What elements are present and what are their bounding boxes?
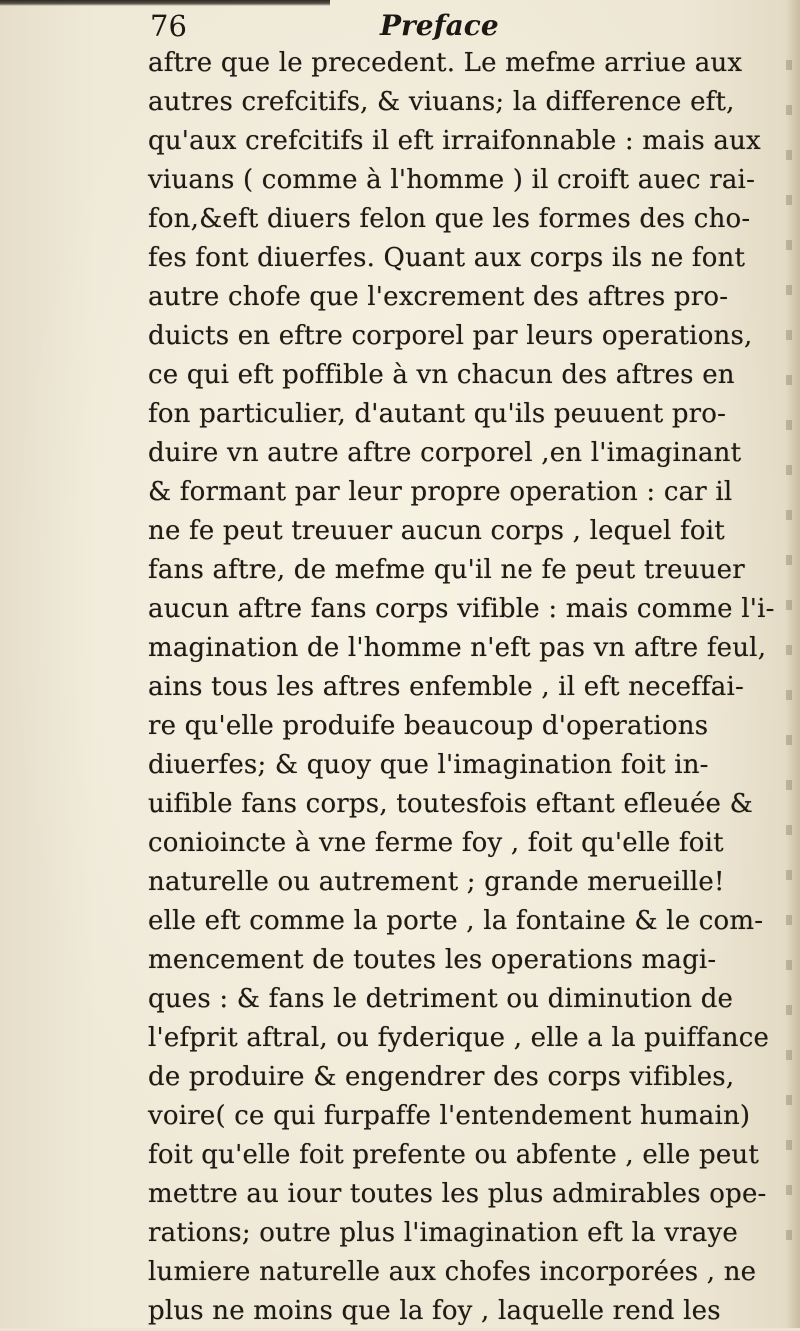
text-line: voire( ce qui furpaffe l'entendement humain) xyxy=(148,1101,751,1131)
text-line: magination de l'homme n'eft pas vn aftre feul, xyxy=(148,633,767,663)
text-line: fon particulier, d'autant qu'ils peuuent pro- xyxy=(148,399,727,429)
text-line: viuans ( comme à l'homme ) il croift auec rai- xyxy=(148,165,756,195)
text-line: foit qu'elle foit prefente ou abfente , elle peut xyxy=(148,1140,760,1170)
text-line: naturelle ou autrement ; grande merueille! xyxy=(148,867,725,897)
text-line: ques : & fans le detriment ou diminution de xyxy=(148,984,734,1014)
text-line: aucun aftre fans corps vifible : mais comme l'i- xyxy=(148,594,775,624)
text-line: duicts en eftre corporel par leurs operations, xyxy=(148,321,753,351)
text-line: autres crefcitifs, & viuans; la difference eft, xyxy=(148,87,735,117)
running-title: Preface xyxy=(380,9,499,42)
text-line: aftre que le precedent. Le mefme arriue aux xyxy=(148,48,743,78)
body-text xyxy=(148,44,788,1331)
text-line: uifible fans corps, toutesfois eftant efleuée & xyxy=(148,789,753,819)
text-line: diuerfes; & quoy que l'imagination foit in- xyxy=(148,750,709,780)
text-line: ce qui eft poffible à vn chacun des aftres en xyxy=(148,360,735,390)
text-line: duire vn autre aftre corporel ,en l'imaginant xyxy=(148,438,742,468)
text-line: ains tous les aftres enfemble , il eft neceffai- xyxy=(148,672,745,702)
page-number: 76 xyxy=(150,9,187,43)
text-line: & formant par leur propre operation : car il xyxy=(148,477,733,507)
text-line: elle eft comme la porte , la fontaine & le com- xyxy=(148,906,764,936)
text-line: conioincte à vne ferme foy , foit qu'elle foit xyxy=(148,828,724,858)
text-line: fes font diuerfes. Quant aux corps ils ne font xyxy=(148,243,746,273)
text-line: l'efprit aftral, ou fyderique , elle a la puiffance xyxy=(148,1023,770,1053)
text-line: rations; outre plus l'imagination eft la vraye xyxy=(148,1218,738,1248)
text-line: de produire & engendrer des corps vifibles, xyxy=(148,1062,735,1092)
text-line: re qu'elle produife beaucoup d'operations xyxy=(148,711,709,741)
text-line: mettre au iour toutes les plus admirables ope- xyxy=(148,1179,767,1209)
text-line: plus ne moins que la foy , laquelle rend les xyxy=(148,1296,721,1326)
text-line: fans aftre, de mefme qu'il ne fe peut treuuer xyxy=(148,555,745,585)
text-line: autre chofe que l'excrement des aftres pro- xyxy=(148,282,729,312)
text-line: fon,&eft diuers felon que les formes des cho- xyxy=(148,204,751,234)
top-border-rule xyxy=(0,0,330,6)
text-line: qu'aux crefcitifs il eft irraifonnable : mais aux xyxy=(148,126,761,156)
text-line: ne fe peut treuuer aucun corps , lequel foit xyxy=(148,516,725,546)
text-line: mencement de toutes les operations magi- xyxy=(148,945,717,975)
text-line: lumiere naturelle aux chofes incorporées , ne xyxy=(148,1257,757,1287)
page-header xyxy=(150,8,750,44)
